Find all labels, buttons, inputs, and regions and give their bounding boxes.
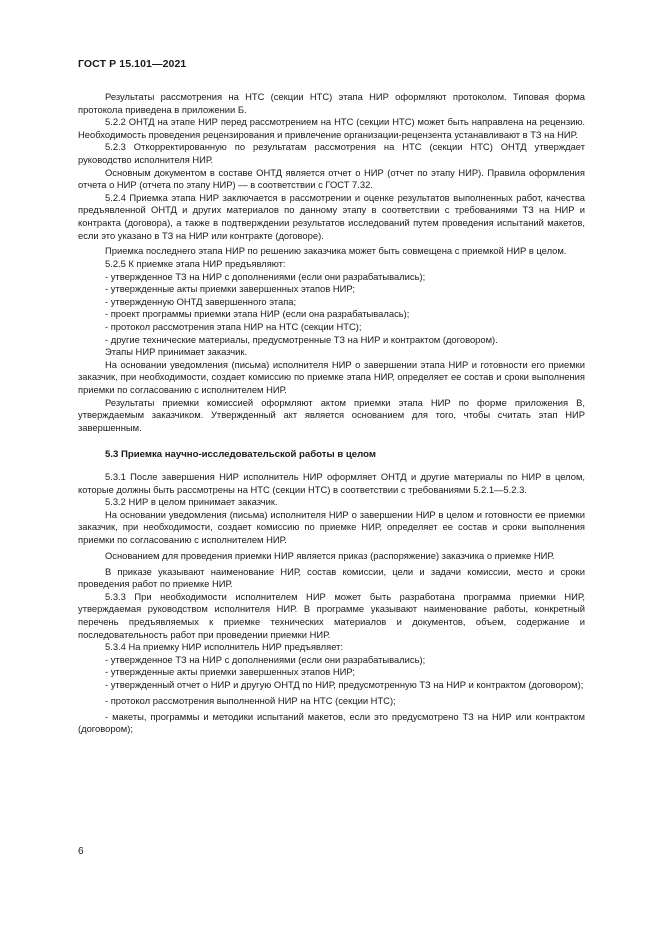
- paragraph: Приемка последнего этапа НИР по решению заказчика может быть совмещена с приемкой НИР в целом.: [105, 245, 567, 257]
- list-item: - утвержденное ТЗ на НИР с дополнениями (если они разрабатывались);: [105, 270, 426, 282]
- list-item: - утвержденные акты приемки завершенных этапов НИР;: [105, 666, 356, 678]
- list-item: - другие технические материалы, предусмотренные ТЗ на НИР и контрактом (договором).: [105, 333, 498, 345]
- paragraph: 5.3.2 НИР в целом принимает заказчик.: [105, 496, 278, 508]
- paragraph: Результаты рассмотрения на НТС (секции НТС) этапа НИР оформляют протоколом. Типовая форма протокола приведена в приложении Б.: [78, 91, 585, 115]
- paragraph: 5.2.3 Откорректированную по результатам рассмотрения на НТС (секции НТС) ОНТД утверждает руководство исполнителя НИР.: [78, 141, 585, 165]
- paragraph: Основанием для проведения приемки НИР является приказ (распоряжение) заказчика о приемке НИР.: [105, 549, 555, 561]
- list-item: - протокол рассмотрения этапа НИР на НТС (секции НТС);: [105, 320, 362, 332]
- paragraph: 5.3.3 При необходимости исполнителем НИР может быть разработана программа приемки НИР, утверждаемая руководством исполнителя НИР. В программе указывают наименование работы, конкретный перечень предъявляемых к приемке технических материалов и документов, объем, содержание и последовательность работ при проведении приемки НИР.: [78, 590, 585, 640]
- page-number: 6: [78, 846, 84, 857]
- paragraph: 5.2.4 Приемка этапа НИР заключается в рассмотрении и оценке результатов выполненных работ, качества предъявленной ОНТД и других материалов по данному этапу в соответствии с требованиями ТЗ на НИР и контракта (договора), а также в подтверждении результатов исследований путем проведения испытаний макетов, если это указано в ТЗ на НИР или контракте (договоре).: [78, 191, 585, 241]
- section-heading: 5.3 Приемка научно-исследовательской работы в целом: [105, 449, 376, 461]
- paragraph: 5.2.2 ОНТД на этапе НИР перед рассмотрением на НТС (секции НТС) может быть направлена на рецензию. Необходимость проведения рецензирования и привлечение организации-рецензента устанавливают в ТЗ на НИР.: [78, 116, 585, 140]
- list-item: - утвержденную ОНТД завершенного этапа;: [105, 295, 297, 307]
- paragraph: 5.2.5 К приемке этапа НИР предъявляют:: [105, 258, 286, 270]
- paragraph: Этапы НИР принимает заказчик.: [105, 346, 248, 358]
- list-item: - утвержденное ТЗ на НИР с дополнениями (если они разрабатывались);: [105, 653, 426, 665]
- list-item: - утвержденные акты приемки завершенных этапов НИР;: [105, 283, 356, 295]
- document-header: ГОСТ Р 15.101—2021: [78, 58, 187, 70]
- paragraph: 5.3.1 После завершения НИР исполнитель НИР оформляет ОНТД и другие материалы по НИР в целом, которые должны быть рассмотрены на НТС (секции НТС) в соответствии с требованиями 5.2.1—5.2.3.: [78, 470, 585, 495]
- paragraph: Основным документом в составе ОНТД является отчет о НИР (отчет по этапу НИР). Правила оформления отчета о НИР (отчета по этапу НИР) — в соответствии с ГОСТ 7.32.: [78, 166, 585, 191]
- paragraph: В приказе указывают наименование НИР, состав комиссии, цели и задачи комиссии, место и сроки проведения работ по приемке НИР.: [78, 565, 585, 590]
- paragraph: 5.3.4 На приемку НИР исполнитель НИР предъявляет:: [105, 641, 344, 653]
- list-item: - макеты, программы и методики испытаний макетов, если это предусмотрено ТЗ на НИР или контрактом (договором);: [78, 710, 585, 735]
- paragraph: На основании уведомления (письма) исполнителя НИР о завершении НИР в целом и готовности ее приемки заказчик, при необходимости, создает комиссию по приемке НИР, определяет ее состав и сроки выполнения приемки по согласованию с исполнителем НИР.: [78, 508, 585, 545]
- list-item: - проект программы приемки этапа НИР (если она разрабатывалась);: [105, 308, 410, 320]
- list-item: - утвержденный отчет о НИР и другую ОНТД по НИР, предусмотренную ТЗ на НИР и контрактом (договором);: [105, 679, 584, 691]
- paragraph: На основании уведомления (письма) исполнителя НИР о завершении этапа НИР и готовности его приемки заказчик, при необходимости, создает комиссию по приемке этапа НИР, определяет ее состав и сроки выполнения приемки по согласованию с исполнителем НИР.: [78, 358, 585, 395]
- document-body: [78, 91, 585, 736]
- list-item: - протокол рассмотрения выполненной НИР на НТС (секции НТС);: [105, 694, 396, 706]
- paragraph: Результаты приемки комиссией оформляют актом приемки этапа НИР по форме приложения В, утверждаемым заказчиком. Утвержденный акт является основанием для того, чтобы считать этап НИР завершенным.: [78, 396, 585, 433]
